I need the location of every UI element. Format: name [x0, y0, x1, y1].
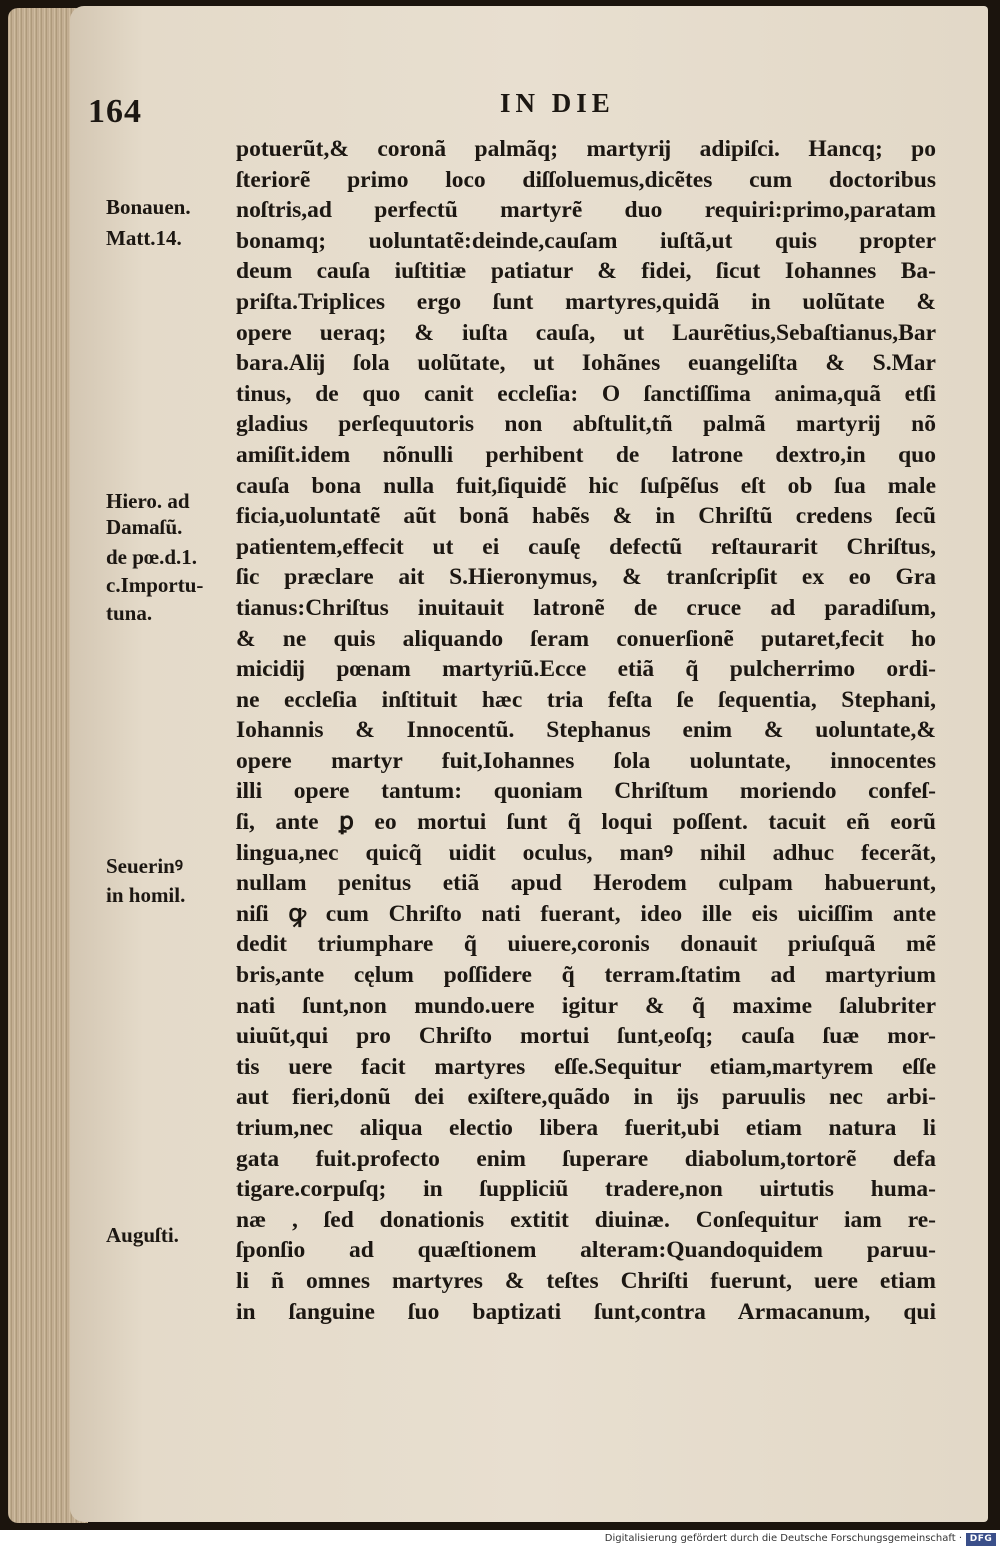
dfg-logo: DFG — [966, 1533, 996, 1546]
marginal-note: Bonauen. — [106, 195, 191, 219]
text-line: priſta.Triplices ergo ſunt martyres,quidã in uolũtate & — [236, 288, 936, 315]
text-line: bonamq; uoluntatẽ:deinde,cauſam iuſtã,ut quis propter — [236, 227, 936, 254]
text-line: opere ueraq; & iuſta cauſa, ut Laurẽtius,Sebaſtianus,Bar — [236, 319, 936, 346]
text-line: ne eccleſia inſtituit hæc tria feſta ſe ſequentia, Stephani, — [236, 686, 936, 713]
text-line: tigare.corpuſq; in ſuppliciũ tradere,non uirtutis huma- — [236, 1176, 936, 1203]
page-number: 164 — [88, 93, 142, 130]
marginal-note: Matt.14. — [106, 226, 182, 250]
text-line: bara.Alĳ ſola uolũtate, ut Iohãnes euangeliſta & S.Mar — [236, 350, 936, 377]
footer-credit-bar — [0, 1530, 1000, 1550]
marginal-note: Hiero. ad — [106, 489, 190, 513]
text-line: tinus, de quo canit eccleſia: O ſanctiſſima anima,quã etſi — [236, 380, 936, 407]
text-line: dedit triumphare q̃ uiuere,coronis donauit priuſquã mẽ — [236, 931, 936, 958]
text-line: lingua,nec quicq̃ uidit oculus, manꝰ nihil adhuc fecerãt, — [236, 839, 936, 866]
text-line: næ , ſed donationis extitit diuinæ. Conſequitur iam re- — [236, 1206, 936, 1233]
text-line: gladius perſequutoris non abſtulit,tñ palmã martyrĳ nõ — [236, 411, 936, 438]
text-line: opere martyr fuit,Iohannes ſola uoluntate, innocentes — [236, 747, 936, 774]
text-line: nullam penitus etiã apud Herodem culpam habuerunt, — [236, 870, 936, 897]
text-line: ſic præclare ait S.Hieronymus, & tranſcripſit ex eo Gra — [236, 564, 936, 591]
text-line: micidĳ pœnam martyriũ.Ecce etiã q̃ pulcherrimo ordi- — [236, 656, 936, 683]
text-line: patientem,effecit ut ei cauſę defectũ reſtaurarit Chriſtus, — [236, 533, 936, 560]
text-line: noſtris,ad perfectũ martyrẽ duo requiri:primo,paratam — [236, 197, 936, 224]
footer-credit-text: Digitalisierung gefördert durch die Deutsche Forschungsgemeinschaft · — [604, 1533, 962, 1544]
text-line: gata fuit.profecto enim ſuperare diabolum,tortorẽ defa — [236, 1145, 936, 1172]
marginal-note: tuna. — [106, 601, 153, 625]
marginal-note: Damaſũ. — [106, 515, 183, 539]
marginal-note: de pœ.d.1. — [106, 545, 198, 569]
text-line: amiſit.idem nõnulli perhibent de latrone dextro,in quo — [236, 441, 936, 468]
text-line: ſi, ante ꝑ eo mortui ſunt q̃ loqui poſſent. tacuit eñ eorũ — [236, 809, 936, 836]
text-line: deum cauſa iuſtitiæ patiatur & fidei, ſicut Iohannes Ba- — [236, 258, 936, 285]
text-line: ſponſio ad quæſtionem alteram:Quandoquidem paruu- — [236, 1237, 936, 1264]
marginal-note: Seuerinꝰ — [106, 854, 183, 878]
text-line: trium,nec aliqua electio libera fuerit,ubi etiam natura li — [236, 1115, 936, 1141]
text-line: nati ſunt,non mundo.uere igitur & q̃ maxime ſalubriter — [236, 992, 936, 1019]
text-line: cauſa bona nulla fuit,ſiquidẽ hic ſuſpẽſus eſt ob ſua male — [236, 472, 936, 499]
body-text — [236, 134, 936, 1327]
text-line: Iohannis & Innocentũ. Stephanus enim & uoluntate,& — [236, 717, 936, 744]
text-line: bris,ante cęlum poſſidere q̃ terram.ſtatim ad martyrium — [236, 962, 936, 989]
marginal-note: Auguſti. — [106, 1223, 179, 1247]
text-line: tis uere facit martyres eſſe.Sequitur etiam,martyrem eſſe — [236, 1053, 936, 1080]
text-line: li ñ omnes martyres & teſtes Chriſti fuerunt, uere etiam — [236, 1267, 936, 1294]
text-line: in ſanguine ſuo baptizati ſunt,contra Armacanum, qui — [236, 1298, 936, 1325]
text-line: illi opere tantum: quoniam Chriſtum moriendo confeſ- — [236, 778, 936, 805]
text-line: uiuũt,qui pro Chriſto mortui ſunt,eoſq; cauſa ſuæ mor- — [236, 1023, 936, 1050]
text-line: niſi ꝙ cum Chriſto nati fuerant, ideo ille eis uiciſſim ante — [236, 900, 936, 927]
text-line: aut fieri,donũ dei exiſtere,quãdo in ĳs paruulis nec arbi- — [236, 1084, 936, 1111]
running-head: IN DIE — [500, 88, 615, 118]
text-line: tianus:Chriſtus inuitauit latronẽ de cruce ad paradiſum, — [236, 594, 936, 621]
text-line: ficia,uoluntatẽ aũt bonã habẽs & in Chriſtũ credens ſecũ — [236, 503, 936, 530]
text-line: ſteriorẽ primo loco diſſoluemus,dicẽtes cum doctoribus — [236, 166, 936, 193]
marginal-note: c.Importu- — [106, 573, 204, 597]
text-line: & ne quis aliquando ſeram conuerſionẽ putaret,fecit ho — [236, 625, 936, 652]
text-line: potuerũt,& coronã palmãq; martyrĳ adipiſci. Hancq; po — [236, 136, 936, 162]
marginal-note: in homil. — [106, 883, 186, 907]
